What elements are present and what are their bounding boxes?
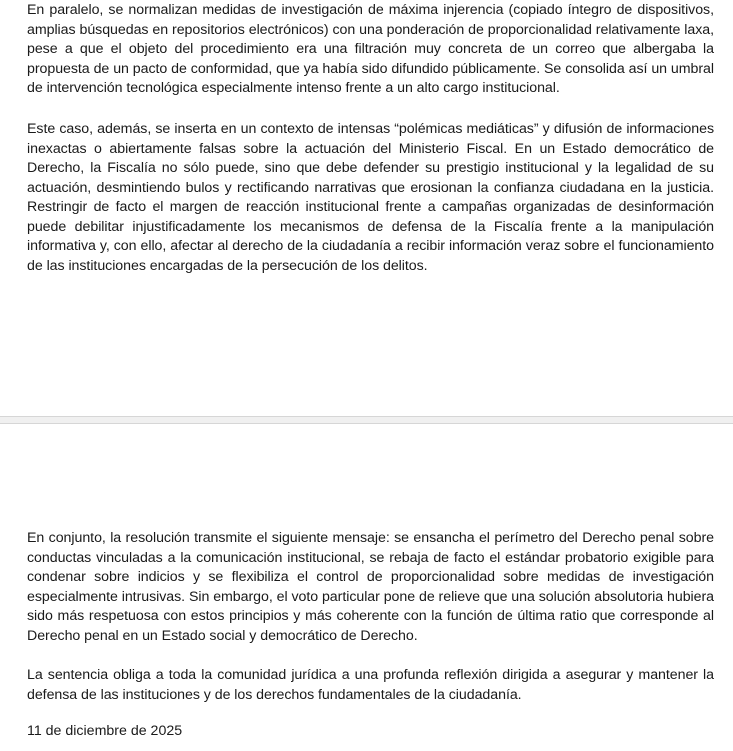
paragraph-conclusion: En conjunto, la resolución transmite el siguiente mensaje: se ensancha el perímetro del Derecho penal sobre conductas vinculadas a la comunicación institucional, se rebaja de facto el estándar probatorio exigible para condenar sobre indicios y se flexibiliza el control de proporcionalidad sobre medidas de investigación especialmente intrusivas. Sin embargo, el voto particular pone de relieve que una solución absolutoria hubiera sido más respetuosa con estos principios y más coherente con la función de última ratio que corresponde al Derecho penal en un Estado social y democrático de Derecho. xyxy=(27,530,714,644)
paragraph-proportionality: En paralelo, se normalizan medidas de investigación de máxima injerencia (copiado íntegro de dispositivos, amplias búsquedas en repositorios electrónicos) con una ponderación de proporcionalidad relativamente laxa, pese a que el objeto del procedimiento era una filtración muy concreta de un correo que albergaba la propuesta de un pacto de conformidad, que ya había sido difundido públicamente. Se consolida así un umbral de intervención tecnológica especialmente intenso frente a un alto cargo institucional. xyxy=(27,2,714,96)
paragraph-reflection: La sentencia obliga a toda la comunidad jurídica a una profunda reflexión dirigida a asegurar y mantener la defensa de las instituciones y de los derechos fundamentales de la ciudadanía. xyxy=(27,667,714,703)
page-separator xyxy=(0,416,733,424)
document-page-2 xyxy=(0,424,733,751)
paragraph-media-context: Este caso, además, se inserta en un contexto de intensas “polémicas mediáticas” y difusión de informaciones inexactas o abiertamente falsas sobre la actuación del Ministerio Fiscal. En un Estado democrático de Derecho, la Fiscalía no sólo puede, sino que debe defender su prestigio institucional y la legalidad de su actuación, desmintiendo bulos y rectificando narrativas que erosionan la confianza ciudadana en la justicia. Restringir de facto el margen de reacción institucional frente a campañas organizadas de desinformación puede debilitar injustificadamente los mecanismos de defensa de la Fiscalía frente a la manipulación informativa y, con ello, afectar al derecho de la ciudadanía a recibir información veraz sobre el funcionamiento de las instituciones encargadas de la persecución de los delitos. xyxy=(27,121,714,274)
document-date: 11 de diciembre de 2025 xyxy=(27,723,183,739)
